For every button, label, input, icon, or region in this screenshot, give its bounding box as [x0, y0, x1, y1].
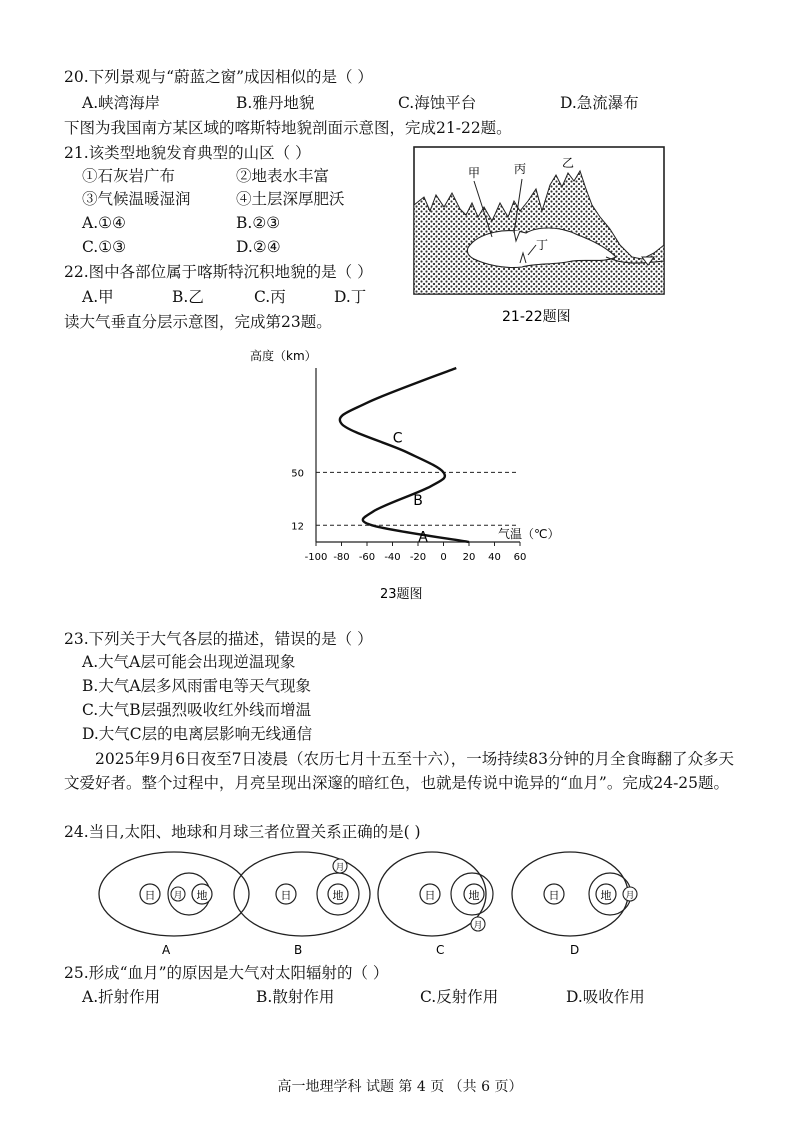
karst-figure-caption: 21-22题图: [502, 309, 571, 325]
q21-item-3: ③气候温暖湿润: [82, 190, 191, 208]
q23-stem: 23.下列关于大气各层的描述，错误的是（ ）: [64, 630, 373, 648]
chart-caption: 23题图: [380, 587, 423, 602]
q23-option-d: D.大气C层的电离层影响无线通信: [82, 725, 313, 743]
q22-option-b: B.乙: [172, 288, 204, 306]
x-tick-label: 40: [488, 552, 501, 563]
option-letter-d: D: [570, 943, 580, 957]
layer-label-a: A: [418, 529, 428, 546]
q21-option-d: D.②④: [236, 238, 281, 256]
svg-text:月: 月: [625, 891, 635, 901]
q22-option-d: D.丁: [334, 288, 367, 306]
x-tick-label: -60: [358, 552, 376, 563]
q25-option-c: C.反射作用: [420, 988, 499, 1006]
q20-option-a: A.峡湾海岸: [82, 94, 161, 112]
option-letter-a: A: [162, 943, 171, 957]
label-yi: 乙: [562, 156, 575, 170]
label-jia: 甲: [468, 166, 481, 180]
intro-23: 读大气垂直分层示意图，完成第23题。: [64, 313, 332, 331]
q21-option-b: B.②③: [236, 214, 281, 232]
q21-stem: 21.该类型地貌发育典型的山区（ ）: [64, 144, 311, 162]
q21-item-1: ①石灰岩广布: [82, 167, 176, 185]
x-tick-label: -80: [333, 552, 350, 563]
svg-text:月: 月: [335, 863, 345, 873]
q21-option-c: C.①③: [82, 238, 127, 256]
q23-option-c: C.大气B层强烈吸收红外线而增温: [82, 701, 312, 719]
svg-text:地: 地: [600, 889, 612, 902]
orbit-diagram-b: [234, 852, 370, 957]
y-axis-label: 高度（km）: [250, 349, 317, 363]
q24-stem: 24.当日,太阳、地球和月球三者位置关系正确的是( ): [64, 823, 421, 841]
svg-text:月: 月: [173, 891, 183, 901]
orbit-diagram-d: [512, 852, 637, 957]
x-tick-label: 60: [513, 552, 527, 563]
label-bing: 丙: [514, 162, 527, 176]
y-tick-label: 50: [291, 468, 304, 480]
svg-text:地: 地: [196, 889, 208, 902]
q25-stem: 25.形成“血月”的原因是大气对太阳辐射的（ ）: [64, 964, 389, 982]
karst-cross-section-figure: [410, 145, 668, 330]
q20-option-b: B.雅丹地貌: [236, 94, 315, 112]
option-letter-b: B: [294, 943, 303, 957]
q21-option-a: A.①④: [82, 214, 126, 232]
earth-orbit: [234, 852, 370, 936]
layer-label-c: C: [392, 430, 403, 447]
x-tick-label: 0: [440, 552, 447, 563]
orbit-diagram-c: [378, 852, 493, 957]
label-ding: 丁: [536, 238, 549, 252]
temperature-curve: [340, 368, 469, 542]
q25-option-d: D.吸收作用: [566, 988, 645, 1006]
q20-stem: 20.下列景观与“蔚蓝之窗”成因相似的是（ ）: [64, 68, 373, 86]
svg-text:地: 地: [468, 889, 480, 902]
q20-option-c: C.海蚀平台: [398, 94, 477, 112]
svg-text:月: 月: [473, 921, 483, 931]
q22-stem: 22.图中各部位属于喀斯特沉积地貌的是（ ）: [64, 263, 373, 281]
q23-option-b: B.大气A层多风雨雷电等天气现象: [82, 677, 312, 695]
y-tick-label: 12: [291, 521, 304, 533]
x-tick-label: 20: [462, 552, 476, 563]
q21-item-4: ④土层深厚肥沃: [236, 190, 345, 208]
svg-text:日: 日: [424, 889, 436, 902]
x-tick-label: -40: [384, 552, 401, 563]
passage-24-25: 2025年9月6日夜至7日凌晨（农历七月十五至十六），一场持续83分钟的月全食晦翻了众多天文爱好者。整个过程中，月亮呈现出深邃的暗红色，也就是传说中诡异的“血月”。完成24-25题。: [64, 750, 735, 792]
atmosphere-layer-chart: [240, 340, 580, 602]
q25-option-a: A.折射作用: [82, 988, 161, 1006]
layer-label-b: B: [413, 493, 423, 510]
intro-21-22: 下图为我国南方某区域的喀斯特地貌剖面示意图，完成21-22题。: [64, 119, 512, 137]
orbit-diagram-a: [99, 852, 249, 957]
x-axis-label: 气温（℃）: [498, 527, 560, 541]
q22-option-a: A.甲: [82, 288, 114, 306]
svg-text:日: 日: [144, 889, 156, 902]
svg-text:地: 地: [332, 889, 344, 902]
q25-option-b: B.散射作用: [256, 988, 335, 1006]
svg-text:日: 日: [280, 889, 292, 902]
q21-item-2: ②地表水丰富: [236, 167, 330, 185]
q22-option-c: C.丙: [254, 288, 286, 306]
q23-option-a: A.大气A层可能会出现逆温现象: [82, 653, 296, 671]
x-tick-label: -20: [409, 552, 427, 563]
q20-option-d: D.急流瀑布: [560, 94, 639, 112]
q24-orbit-diagrams: [92, 848, 652, 960]
option-letter-c: C: [436, 943, 445, 957]
page-footer: 高一地理学科 试题 第 4 页 （共 6 页）: [277, 1079, 523, 1095]
x-tick-label: -100: [304, 552, 328, 563]
svg-text:日: 日: [548, 889, 560, 902]
